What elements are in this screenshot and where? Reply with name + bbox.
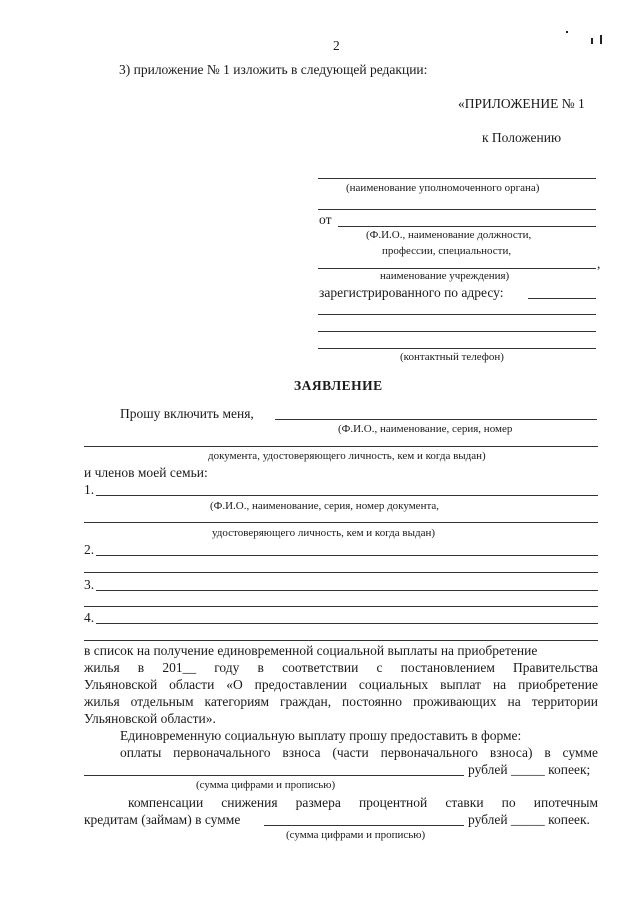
family-item-number-4: 4. bbox=[84, 610, 95, 625]
comma-mark: , bbox=[597, 256, 601, 271]
request-field-2[interactable] bbox=[84, 446, 598, 447]
authority-field[interactable] bbox=[318, 178, 596, 179]
page-number: 2 bbox=[333, 38, 340, 53]
family-field-1b[interactable] bbox=[84, 522, 598, 523]
request-label: Прошу включить меня, bbox=[120, 406, 254, 421]
family-item-number-2: 2. bbox=[84, 542, 95, 557]
applicant-field[interactable] bbox=[338, 226, 596, 227]
payment-option-1: оплаты первоначального взноса (части первоначального взноса) в сумме bbox=[120, 745, 598, 760]
appendix-subtitle: к Положению bbox=[482, 130, 562, 145]
request-field[interactable] bbox=[275, 419, 597, 420]
scan-speck bbox=[566, 31, 568, 33]
authority-field-2[interactable] bbox=[318, 209, 596, 210]
intro-text: 3) приложение № 1 изложить в следующей редакции: bbox=[119, 62, 428, 77]
institution-caption: наименование учреждения) bbox=[380, 270, 510, 282]
payment-option-2: компенсации снижения размера процентной ставки по ипотечным bbox=[128, 795, 598, 810]
payment-amount-2-field[interactable] bbox=[264, 825, 464, 826]
payment-intro: Единовременную социальную выплату прошу предоставить в форме: bbox=[120, 728, 522, 743]
family-field-4b[interactable] bbox=[84, 640, 598, 641]
address-field-3[interactable] bbox=[318, 331, 596, 332]
scan-speck bbox=[591, 38, 593, 44]
payment-option-2-prefix: кредитам (займам) в сумме bbox=[84, 812, 241, 827]
family-field-1[interactable] bbox=[96, 495, 598, 496]
body-line-4: жилья отдельным категориям граждан, постоянно проживающих на территории bbox=[84, 694, 598, 709]
body-line-5: Ульяновской области». bbox=[84, 711, 216, 726]
body-line-1-text: в список на получение единовременной социальной выплаты на приобретение bbox=[84, 643, 538, 658]
address-field-2[interactable] bbox=[318, 314, 596, 315]
family-label: и членов моей семьи: bbox=[84, 465, 208, 480]
body-line-3: Ульяновской области «О предоставлении социальных выплат на приобретение bbox=[84, 677, 598, 692]
family-field-2b[interactable] bbox=[84, 572, 598, 573]
payment-rubles-2: рублей _____ копеек. bbox=[468, 812, 590, 827]
address-label: зарегистрированного по адресу: bbox=[319, 285, 504, 300]
family-caption-2: удостоверяющего личность, кем и когда выдан) bbox=[212, 527, 436, 539]
request-caption-2: документа, удостоверяющего личность, кем и когда выдан) bbox=[208, 450, 486, 462]
applicant-caption-1: (Ф.И.О., наименование должности, bbox=[366, 229, 532, 241]
scan-speck bbox=[600, 35, 602, 44]
family-field-2[interactable] bbox=[96, 555, 598, 556]
payment-rubles-1: рублей _____ копеек; bbox=[468, 762, 591, 777]
request-caption-1: (Ф.И.О., наименование, серия, номер bbox=[338, 423, 513, 435]
applicant-field-2[interactable] bbox=[318, 268, 596, 269]
family-field-3b[interactable] bbox=[84, 606, 598, 607]
body-line-1 bbox=[84, 643, 598, 659]
family-field-4[interactable] bbox=[96, 623, 598, 624]
phone-caption: (контактный телефон) bbox=[400, 351, 504, 363]
payment-caption-1: (сумма цифрами и прописью) bbox=[196, 779, 336, 791]
document-heading: ЗАЯВЛЕНИЕ bbox=[294, 378, 383, 393]
appendix-title: «ПРИЛОЖЕНИЕ № 1 bbox=[458, 96, 585, 111]
payment-amount-1-field[interactable] bbox=[84, 775, 464, 776]
family-caption-1: (Ф.И.О., наименование, серия, номер документа, bbox=[210, 500, 440, 512]
applicant-caption-2: профессии, специальности, bbox=[382, 245, 512, 257]
family-item-number-1: 1. bbox=[84, 482, 95, 497]
phone-field[interactable] bbox=[318, 348, 596, 349]
from-label: от bbox=[319, 212, 332, 227]
family-item-number-3: 3. bbox=[84, 577, 95, 592]
family-field-3[interactable] bbox=[96, 590, 598, 591]
body-line-2: жилья в 201__ году в соответствии с постановлением Правительства bbox=[84, 660, 598, 675]
payment-caption-2: (сумма цифрами и прописью) bbox=[286, 829, 426, 841]
address-field[interactable] bbox=[528, 298, 596, 299]
authority-caption: (наименование уполномоченного органа) bbox=[346, 182, 540, 194]
